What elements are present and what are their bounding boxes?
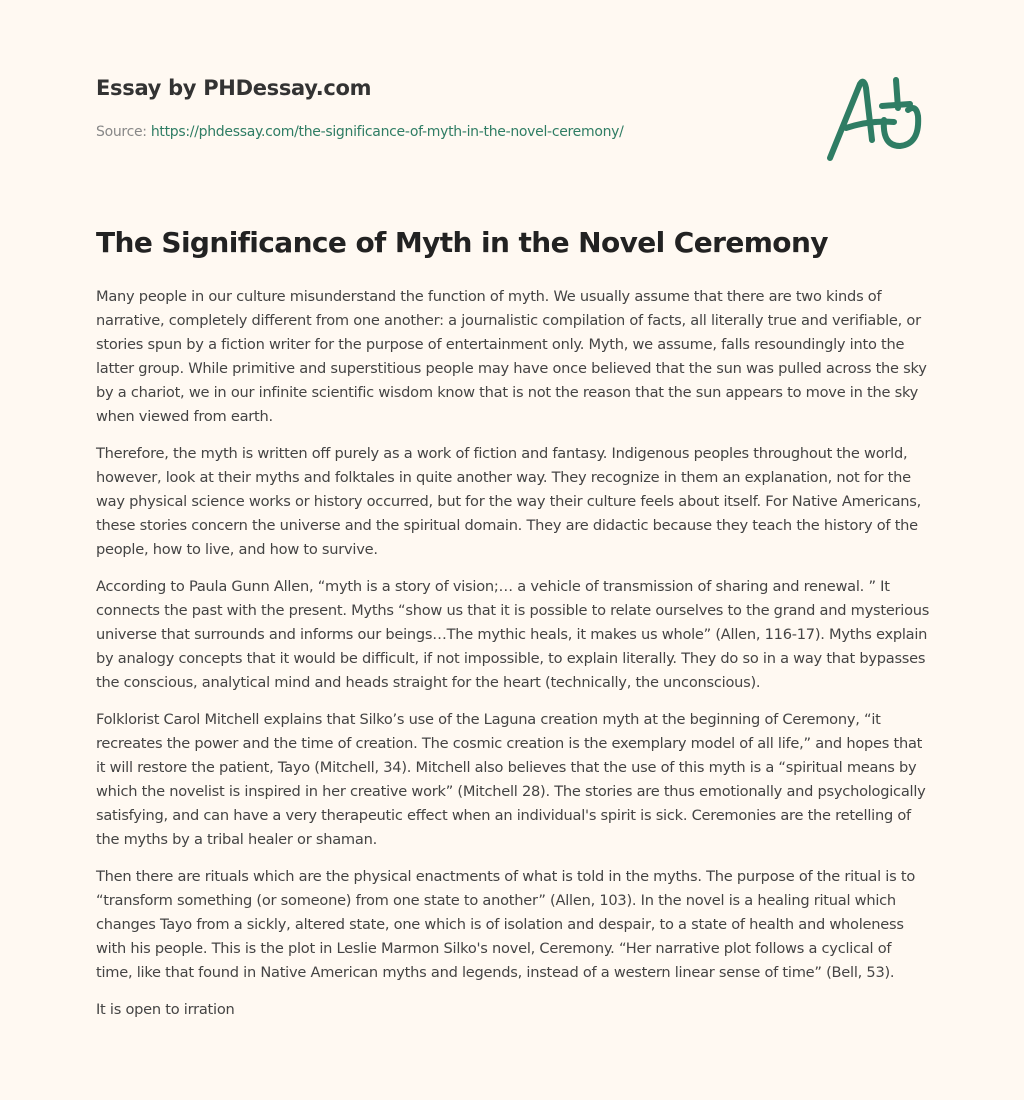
source-label: Source: — [96, 124, 147, 140]
article-title: The Significance of Myth in the Novel Ceremony — [96, 226, 828, 259]
source-line — [96, 124, 624, 140]
paragraph-truncated: It is open to irration — [96, 1001, 235, 1018]
paragraph: Therefore, the myth is written off purely as a work of fiction and fantasy. Indigenous peoples throughout the world, however, look at their myths and folktales in quite another way. They recognize in them an explanation, not for the way physical science works or history occurred, but for the way their culture feels about itself. For Native Americans, these stories concern the universe and the spiritual domain. They are didactic because they teach the history of the people, how to live, and how to survive. — [96, 445, 922, 558]
paragraph: Folklorist Carol Mitchell explains that Silko’s use of the Laguna creation myth at the beginning of Ceremony, “it recreates the power and the time of creation. The cosmic creation is the exemplary model of all life,” and hopes that it will restore the patient, Tayo (Mitchell, 34). Mitchell also believes that the use of this myth is a “spiritual means by which the novelist is inspired in her creative work” (Mitchell 28). The stories are thus emotionally and psychologically satisfying, and can have a very therapeutic effect when an individual's spirit is sick. Ceremonies are the retelling of the myths by a tribal healer or shaman. — [96, 711, 926, 848]
paragraph: Then there are rituals which are the physical enactments of what is told in the myths. The purpose of the ritual is to “transform something (or someone) from one state to another” (Allen, 103). In the novel is a healing ritual which changes Tayo from a sickly, altered state, one which is of isolation and despair, to a state of health and wholeness with his people. This is the plot in Leslie Marmon Silko's novel, Ceremony. “Her narrative plot follows a cyclical of time, like that found in Native American myths and legends, instead of a western linear sense of time” (Bell, 53). — [96, 868, 916, 981]
a-plus-logo-icon — [820, 70, 930, 165]
site-header — [96, 76, 371, 100]
paragraph: According to Paula Gunn Allen, “myth is a story of vision;… a vehicle of transmission of sharing and renewal. ” It connects the past with the present. Myths “show us that it is possible to relate ourselves to the grand and mysterious universe that surrounds and informs our beings…The mythic heals, it makes us whole” (Allen, 116-17). Myths explain by analogy concepts that it would be difficult, if not impossible, to explain literally. They do so in a way that bypasses the conscious, analytical mind and heads straight for the heart (technically, the unconscious). — [96, 578, 930, 691]
brand-title: Essay by PHDessay.com — [96, 76, 372, 100]
article-body — [96, 285, 930, 1035]
source-link[interactable]: https://phdessay.com/the-significance-of-myth-in-the-novel-ceremony/ — [150, 124, 624, 140]
paragraph: Many people in our culture misunderstand the function of myth. We usually assume that there are two kinds of narrative, completely different from one another: a journalistic compilation of facts, all literally true and verifiable, or stories spun by a fiction writer for the purpose of entertainment only. Myth, we assume, falls resoundingly into the latter group. While primitive and superstitious people may have once believed that the sun was pulled across the sky by a chariot, we in our infinite scientific wisdom know that is not the reason that the sun appears to move in the sky when viewed from earth. — [96, 288, 927, 425]
